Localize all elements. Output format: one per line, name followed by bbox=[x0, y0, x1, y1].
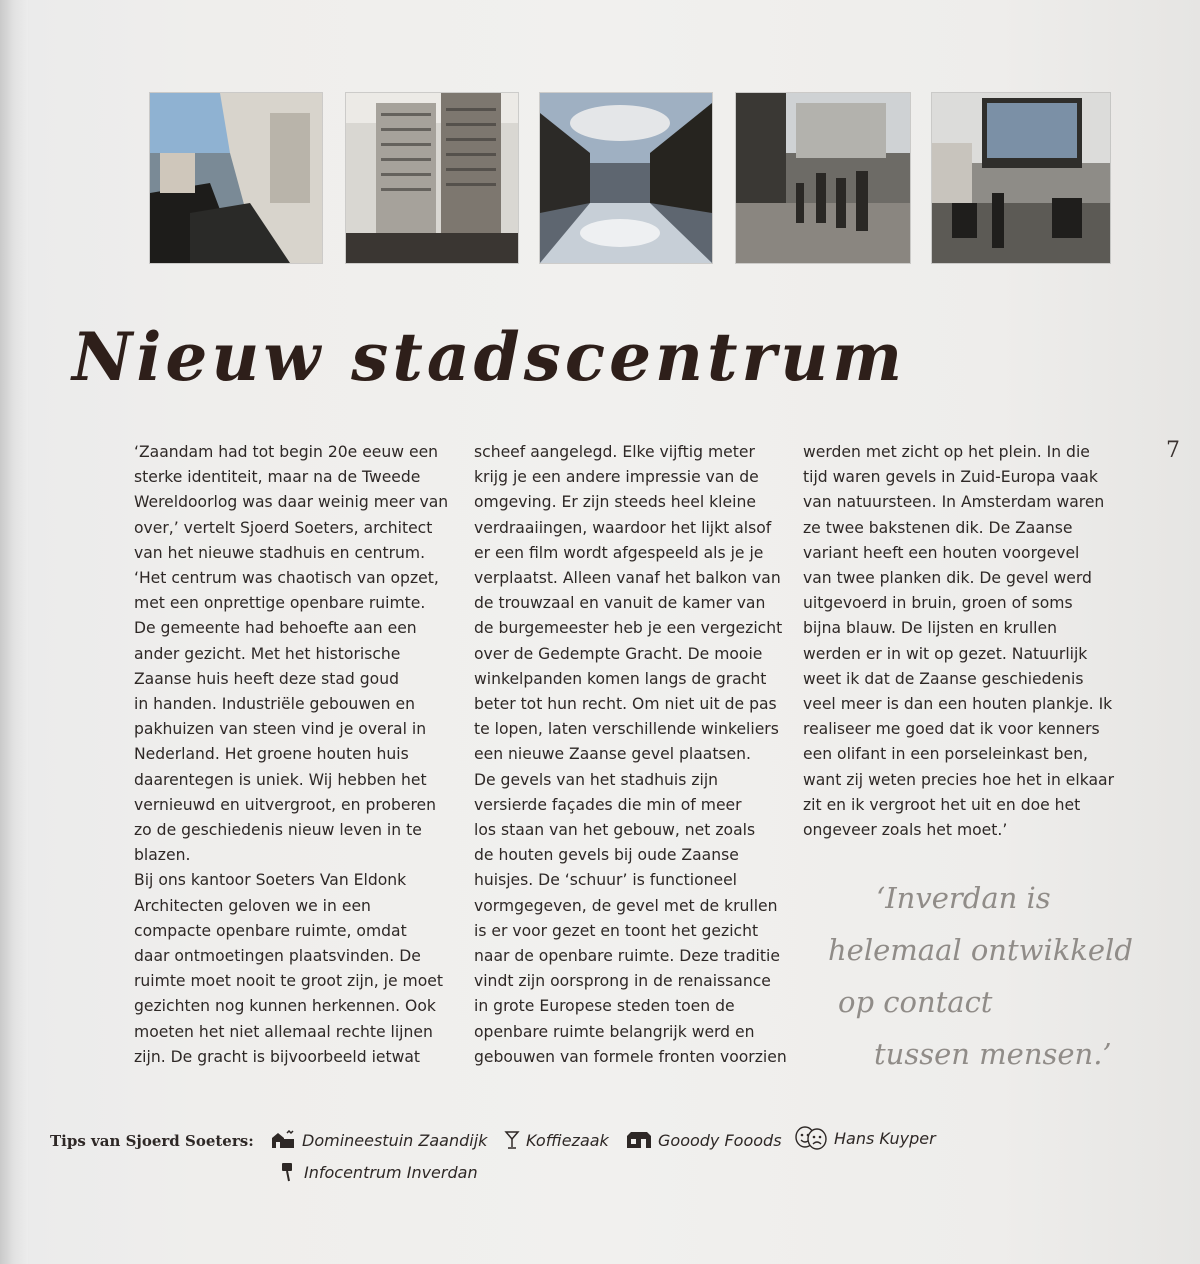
garden-house-icon bbox=[270, 1130, 296, 1150]
tip-domineestuin bbox=[270, 1130, 487, 1150]
text-line: zit en ik vergroot het uit en doe het bbox=[803, 795, 1081, 814]
text-line: Architecten geloven we in een bbox=[134, 896, 371, 915]
text-line: ‘Het centrum was chaotisch van opzet, bbox=[134, 569, 439, 588]
text-line: scheef aangelegd. Elke vijftig meter bbox=[474, 443, 755, 461]
text-line: verdraaiingen, waardoor het lijkt alsof bbox=[474, 518, 772, 537]
text-line: ‘Zaandam had tot begin 20e eeuw een bbox=[134, 443, 439, 461]
text-line: krijg je een andere impressie van de bbox=[474, 468, 759, 487]
text-line: bijna blauw. De lijsten en krullen bbox=[803, 619, 1057, 638]
text-line: te lopen, laten verschillende winkeliers bbox=[474, 720, 779, 739]
text-line: werden met zicht op het plein. In die bbox=[803, 443, 1090, 461]
photo-square-screen bbox=[932, 93, 1110, 263]
quote-line: tussen mensen.’ bbox=[874, 1037, 1112, 1071]
tips-label: Tips van Sjoerd Soeters: bbox=[50, 1132, 254, 1150]
tip-text: Gooody Fooods bbox=[658, 1130, 782, 1150]
text-line: compacte openbare ruimte, omdat bbox=[134, 921, 407, 940]
text-line: vernieuwd en uitvergroot, en proberen bbox=[134, 795, 437, 814]
quote-line: ‘Inverdan is bbox=[876, 881, 1051, 915]
text-line: in grote Europese steden toen de bbox=[474, 997, 735, 1016]
text-line: ruimte moet nooit te groot zijn, je moet bbox=[134, 972, 443, 991]
text-line: beter tot hun recht. Om niet uit de pas bbox=[474, 695, 777, 714]
tip-text: Domineestuin Zaandijk bbox=[302, 1130, 488, 1150]
text-line: moeten het niet allemaal rechte lijnen bbox=[134, 1022, 433, 1041]
text-line: De gevels van het stadhuis zijn bbox=[474, 770, 719, 789]
text-line: zijn. De gracht is bijvoorbeeld ietwat bbox=[134, 1047, 421, 1066]
text-line: de burgemeester heb je een vergezicht bbox=[474, 619, 783, 638]
text-line: werden er in wit op gezet. Natuurlijk bbox=[803, 644, 1088, 663]
text-line: in handen. Industriële gebouwen en bbox=[134, 695, 415, 714]
text-line: is er voor gezet en toont het gezicht bbox=[474, 921, 759, 940]
tip-hans-kuyper bbox=[794, 1126, 936, 1150]
cocktail-glass-icon bbox=[504, 1130, 520, 1150]
text-line: ze twee bakstenen dik. De Zaanse bbox=[803, 518, 1073, 537]
text-line: huisjes. De ‘schuur’ is functioneel bbox=[474, 871, 738, 890]
text-line: omgeving. Er zijn steeds heel kleine bbox=[474, 493, 756, 512]
text-line: van twee planken dik. De gevel werd bbox=[803, 569, 1092, 588]
text-line: van natuursteen. In Amsterdam waren bbox=[803, 493, 1105, 512]
text-line: daarentegen is uniek. Wij hebben het bbox=[134, 770, 427, 789]
page-number: 7 bbox=[1166, 438, 1180, 463]
text-line: want zij weten precies hoe het in elkaar bbox=[803, 770, 1115, 789]
tip-gooody-fooods bbox=[626, 1130, 782, 1150]
text-line: winkelpanden komen langs de gracht bbox=[474, 669, 767, 688]
photo-gracht-reflection bbox=[540, 93, 712, 263]
text-line: weet ik dat de Zaanse geschiedenis bbox=[803, 669, 1084, 688]
text-line: een nieuwe Zaanse gevel plaatsen. bbox=[474, 745, 751, 764]
photo-apartment-tower bbox=[346, 93, 518, 263]
tip-infocentrum bbox=[278, 1162, 478, 1182]
text-line: vindt zijn oorsprong in de renaissance bbox=[474, 972, 771, 991]
tip-text: Koffiezaak bbox=[526, 1130, 609, 1150]
text-line: sterke identiteit, maar na de Tweede bbox=[134, 468, 421, 487]
text-line: tijd waren gevels in Zuid-Europa vaak bbox=[803, 468, 1098, 487]
text-line: veel meer is dan een houten plankje. Ik bbox=[803, 695, 1113, 714]
text-line: versierde façades die min of meer bbox=[474, 795, 742, 814]
text-line: daar ontmoetingen plaatsvinden. De bbox=[134, 947, 421, 966]
text-line: naar de openbare ruimte. Deze traditie bbox=[474, 947, 780, 966]
tip-text: Hans Kuyper bbox=[834, 1128, 936, 1148]
quote-line: helemaal ontwikkeld bbox=[828, 933, 1133, 967]
text-line: Zaanse huis heeft deze stad goud bbox=[134, 669, 399, 688]
tip-koffiezaak bbox=[504, 1130, 609, 1150]
text-line: gezichten nog kunnen herkennen. Ook bbox=[134, 997, 436, 1016]
text-line: los staan van het gebouw, net zoals bbox=[474, 821, 756, 840]
text-line: Nederland. Het groene houten huis bbox=[134, 745, 409, 764]
text-line: verplaatst. Alleen vanaf het balkon van bbox=[474, 569, 781, 588]
text-line: er een film wordt afgespeeld als je je bbox=[474, 543, 764, 562]
photo-shopping-street bbox=[736, 93, 910, 263]
article-column-1 bbox=[134, 440, 464, 1070]
map-pin-icon bbox=[278, 1162, 298, 1182]
text-line: vormgegeven, de gevel met de krullen bbox=[474, 896, 778, 915]
page-title: Nieuw stadscentrum bbox=[72, 318, 907, 396]
text-line: openbare ruimte belangrijk werd en bbox=[474, 1022, 755, 1041]
pull-quote bbox=[820, 872, 1133, 1080]
article-column-2 bbox=[474, 440, 794, 1070]
text-line: zo de geschiedenis nieuw leven in te bbox=[134, 821, 422, 840]
text-line: uitgevoerd in bruin, groen of soms bbox=[803, 594, 1073, 613]
text-line: een olifant in een porseleinkast ben, bbox=[803, 745, 1088, 764]
tip-text: Infocentrum Inverdan bbox=[304, 1162, 478, 1182]
theater-masks-icon bbox=[794, 1126, 828, 1150]
shop-icon bbox=[626, 1130, 652, 1150]
quote-line: op contact bbox=[838, 985, 993, 1019]
page-edge-shadow bbox=[0, 0, 28, 1264]
text-line: de houten gevels bij oude Zaanse bbox=[474, 846, 739, 865]
text-line: de trouwzaal en vanuit de kamer van bbox=[474, 594, 766, 613]
text-line: variant heeft een houten voorgevel bbox=[803, 543, 1080, 562]
text-line: pakhuizen van steen vind je overal in bbox=[134, 720, 427, 739]
text-line: van het nieuwe stadhuis en centrum. bbox=[134, 543, 426, 562]
text-line: gebouwen van formele fronten voorzien bbox=[474, 1047, 787, 1066]
text-line: realiseer me goed dat ik voor kenners bbox=[803, 720, 1100, 739]
text-line: over de Gedempte Gracht. De mooie bbox=[474, 644, 763, 663]
photo-canal-buildings bbox=[150, 93, 322, 263]
text-line: De gemeente had behoefte aan een bbox=[134, 619, 417, 638]
text-line: ander gezicht. Met het historische bbox=[134, 644, 401, 663]
text-line: Bij ons kantoor Soeters Van Eldonk bbox=[134, 871, 407, 890]
article-column-3 bbox=[803, 440, 1133, 843]
text-line: ongeveer zoals het moet.’ bbox=[803, 821, 1008, 840]
text-line: met een onprettige openbare ruimte. bbox=[134, 594, 426, 613]
photo-strip bbox=[150, 93, 1110, 263]
text-line: blazen. bbox=[134, 846, 191, 865]
text-line: over,’ vertelt Sjoerd Soeters, architect bbox=[134, 518, 433, 537]
text-line: Wereldoorlog was daar weinig meer van bbox=[134, 493, 449, 512]
